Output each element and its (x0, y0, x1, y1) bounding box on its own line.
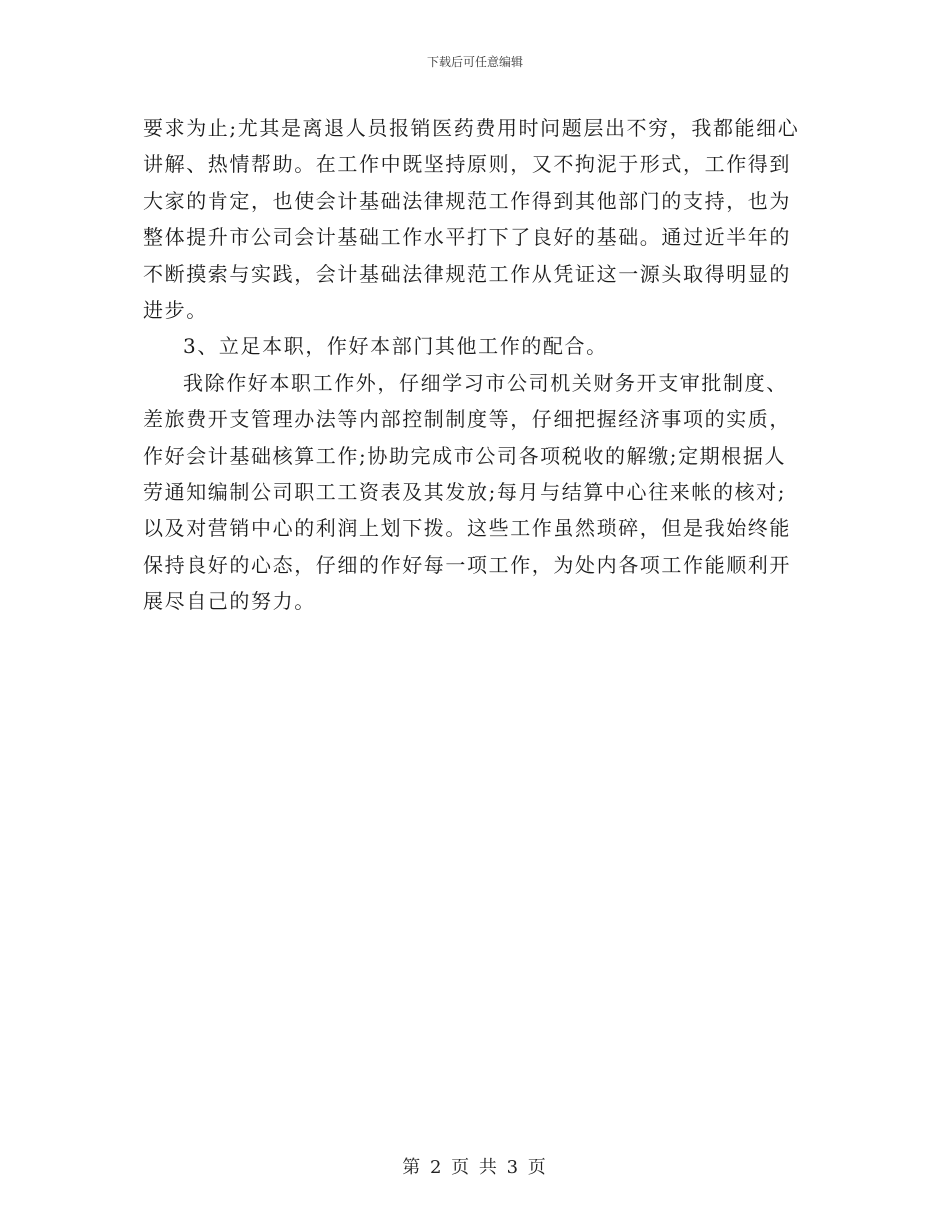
text-line: 作好会计基础核算工作;协助完成市公司各项税收的解缴;定期根据人 (143, 443, 787, 468)
page-header: 下载后可任意编辑 (426, 55, 523, 69)
text-line: 大家的肯定，也使会计基础法律规范工作得到其他部门的支持，也为 (143, 188, 791, 213)
text-line: 差旅费开支管理办法等内部控制制度等，仔细把握经济事项的实质， (143, 407, 791, 432)
text-line: 以及对营销中心的利润上划下拨。这些工作虽然琐碎，但是我始终能 (143, 516, 791, 541)
page-footer: 第 2 页 共 3 页 (402, 1157, 548, 1178)
section-heading: 3、立足本职，作好本部门其他工作的配合。 (183, 334, 608, 359)
text-line: 不断摸索与实践，会计基础法律规范工作从凭证这一源头取得明显的 (143, 261, 791, 286)
text-line: 进步。 (143, 297, 208, 322)
text-line: 展尽自己的努力。 (143, 589, 316, 614)
body-text (143, 110, 808, 619)
text-line: 要求为止;尤其是离退人员报销医药费用时问题层出不穷，我都能细心 (143, 116, 800, 140)
text-line: 保持良好的心态，仔细的作好每一项工作，为处内各项工作能顺利开 (143, 552, 791, 577)
paragraph-start-line: 我除作好本职工作外，仔细学习市公司机关财务开支审批制度、 (183, 370, 788, 395)
text-line: 劳通知编制公司职工工资表及其发放;每月与结算中心往来帐的核对; (143, 479, 787, 504)
text-line: 整体提升市公司会计基础工作水平打下了良好的基础。通过近半年的 (143, 225, 791, 250)
text-line: 讲解、热情帮助。在工作中既坚持原则，又不拘泥于形式，工作得到 (143, 152, 791, 177)
